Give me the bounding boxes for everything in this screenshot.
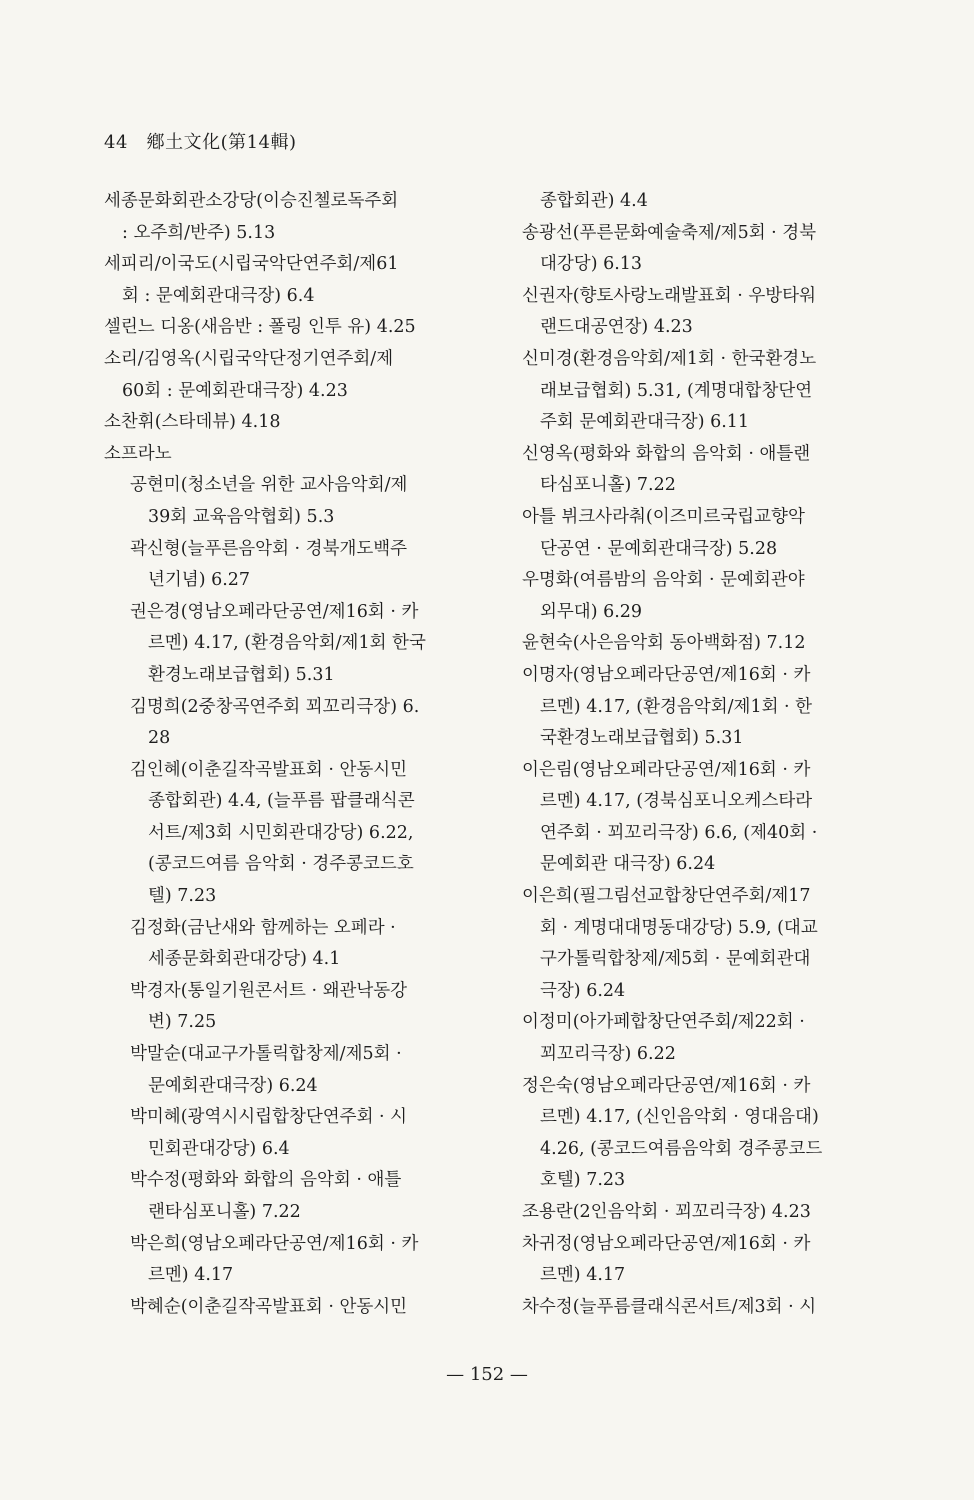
index-line: 소프라노: [104, 443, 172, 464]
index-line: 서트/제3회 시민회관대강당) 6.22,: [148, 822, 414, 843]
index-line: 르멘) 4.17, (신인음악회 · 영대음대): [540, 1107, 819, 1128]
index-line: 르멘) 4.17, (환경음악회/제1회 · 한: [540, 696, 813, 717]
index-line: 우명화(여름밤의 음악회 · 문예회관야: [522, 570, 805, 591]
index-line: 세피리/이국도(시립국악단연주회/제61: [104, 254, 399, 275]
index-line: 송광선(푸른문화예술축제/제5회 · 경북: [522, 222, 817, 243]
index-line: (콩코드여름 음악회 · 경주콩코드호: [148, 854, 414, 875]
index-line: 공현미(청소년을 위한 교사음악회/제: [130, 475, 408, 496]
index-line: 외무대) 6.29: [540, 601, 643, 622]
index-line: 랜드대공연장) 4.23: [540, 317, 693, 338]
left-column: [104, 186, 479, 1323]
index-line: 이은희(필그림선교합창단연주회/제17: [522, 886, 811, 907]
running-header: [104, 128, 297, 154]
index-line: : 오주희/반주) 5.13: [122, 222, 276, 243]
right-column: [522, 186, 897, 1323]
index-line: 구가톨릭합창제/제5회 · 문예회관대: [540, 949, 811, 970]
index-line: 랜타심포니홀) 7.22: [148, 1202, 301, 1222]
index-line: 민회관대강당) 6.4: [148, 1138, 290, 1159]
index-line: 주회 문예회관대극장) 6.11: [540, 412, 750, 433]
index-line: 르멘) 4.17, (환경음악회/제1회 한국: [148, 633, 426, 654]
index-line: 꾀꼬리극장) 6.22: [540, 1044, 676, 1065]
index-line: 세종문화회관소강당(이승진첼로독주회: [104, 191, 399, 211]
index-line: 39회 교육음악협회) 5.3: [148, 506, 335, 527]
index-line: 박은희(영남오페라단공연/제16회 · 카: [130, 1233, 419, 1254]
index-line: 신영옥(평화와 화합의 음악회 · 애틀랜: [522, 443, 811, 464]
index-line: 신권자(향토사랑노래발표회 · 우방타워: [522, 285, 816, 306]
index-line: 신미경(환경음악회/제1회 · 한국환경노: [522, 348, 817, 369]
index-line: 변) 7.25: [148, 1012, 217, 1033]
index-line: 극장) 6.24: [540, 980, 626, 1001]
index-line: 이은림(영남오페라단공연/제16회 · 카: [522, 759, 811, 780]
index-line: 타심포니홀) 7.22: [540, 475, 676, 496]
index-line: 르멘) 4.17: [540, 1265, 626, 1286]
index-line: 60회 : 문예회관대극장) 4.23: [122, 380, 348, 401]
index-line: 연주회 · 꾀꼬리극장) 6.6, (제40회 ·: [540, 822, 818, 843]
index-line: 이명자(영남오페라단공연/제16회 · 카: [522, 664, 811, 685]
index-line: 김정화(금난새와 함께하는 오페라 ·: [130, 917, 396, 938]
index-line: 차수정(늘푸름클래식콘서트/제3회 · 시: [522, 1296, 817, 1317]
page-number-footer: — 152 —: [446, 1364, 528, 1385]
index-line: 차귀정(영남오페라단공연/제16회 · 카: [522, 1233, 811, 1254]
index-line: 김인혜(이춘길작곡발표회 · 안동시민: [130, 759, 408, 780]
header-page-number: 44: [104, 132, 128, 153]
index-line: 년기념) 6.27: [148, 570, 251, 591]
index-line: 조용란(2인음악회 · 꾀꼬리극장) 4.23: [522, 1202, 811, 1222]
index-line: 회 : 문예회관대극장) 6.4: [122, 285, 315, 306]
index-line: 래보급협회) 5.31, (계명대합창단연: [540, 380, 813, 401]
index-line: 소리/김영옥(시립국악단정기연주회/제: [104, 348, 394, 369]
index-line: 아틀 뷔크사라춰(이즈미르국립교향악: [522, 506, 805, 527]
index-line: 세종문화회관대강당) 4.1: [148, 949, 341, 970]
index-line: 대강당) 6.13: [540, 254, 643, 275]
index-line: 환경노래보급협회) 5.31: [148, 664, 335, 685]
index-line: 이정미(아가페합창단연주회/제22회 ·: [522, 1012, 805, 1033]
index-line: 박미혜(광역시시립합창단연주회 · 시: [130, 1107, 408, 1128]
index-line: 28: [148, 728, 171, 749]
index-line: 4.26, (콩코드여름음악회 경주콩코드: [540, 1138, 823, 1159]
index-line: 박혜순(이춘길작곡발표회 · 안동시민: [130, 1296, 408, 1317]
index-line: 호텔) 7.23: [540, 1170, 626, 1191]
index-line: 소찬휘(스타데뷰) 4.18: [104, 412, 281, 433]
index-line: 박말순(대교구가톨릭합창제/제5회 ·: [130, 1044, 402, 1065]
index-line: 문예회관대극장) 6.24: [148, 1075, 318, 1096]
index-line: 윤현숙(사은음악회 동아백화점) 7.12: [522, 633, 806, 654]
index-line: 르멘) 4.17: [148, 1265, 234, 1286]
index-line: 박수정(평화와 화합의 음악회 · 애틀: [130, 1170, 402, 1191]
header-journal-title: 鄕土文化(第14輯): [146, 132, 297, 153]
index-line: 국환경노래보급협회) 5.31: [540, 728, 744, 749]
index-line: 텔) 7.23: [148, 886, 217, 907]
index-line: 종합회관) 4.4, (늘푸름 팝클래식콘: [148, 791, 415, 812]
index-line: 회 · 계명대대명동대강당) 5.9, (대교: [540, 917, 818, 938]
index-line: 권은경(영남오페라단공연/제16회 · 카: [130, 601, 419, 622]
index-line: 단공연 · 문예회관대극장) 5.28: [540, 538, 778, 559]
index-line: 김명희(2중창곡연주회 꾀꼬리극장) 6.: [130, 696, 420, 717]
index-line: 박경자(통일기원콘서트 · 왜관낙동강: [130, 980, 408, 1001]
index-line: 정은숙(영남오페라단공연/제16회 · 카: [522, 1075, 811, 1096]
index-line: 르멘) 4.17, (경북심포니오케스타라: [540, 791, 813, 812]
index-line: 셀린느 디옹(새음반 : 폴링 인투 유) 4.25: [104, 317, 416, 338]
index-line: 종합회관) 4.4: [540, 191, 648, 211]
index-line: 곽신형(늘푸른음악회 · 경북개도백주: [130, 538, 408, 559]
index-line: 문예회관 대극장) 6.24: [540, 854, 716, 875]
